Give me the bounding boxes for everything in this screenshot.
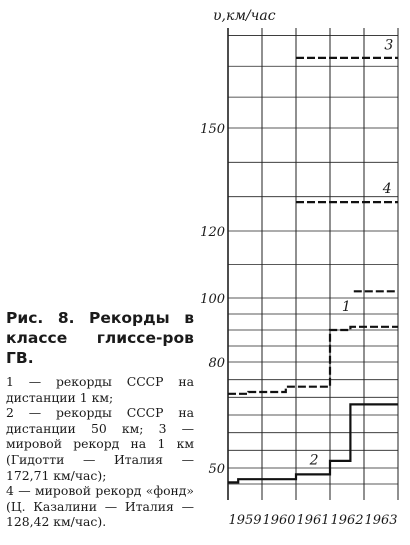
caption-body (6, 374, 194, 530)
series-1-line (228, 327, 398, 394)
y-tick-label: 100 (200, 292, 225, 307)
y-tick-label: 120 (200, 225, 225, 240)
figure-caption (6, 308, 194, 530)
caption-line-3: 4 — мировой рекорд «фонд» (Ц. Казалини — Италия — 128,42 км/час). (6, 483, 194, 530)
series-3-label: 3 (384, 37, 394, 54)
series-1-label: 1 (341, 298, 351, 315)
caption-title: Рис. 8. Рекорды в классе глиссе-ров ГВ. (6, 309, 194, 367)
series-4-label: 4 (382, 181, 392, 198)
x-tick-label: 1962 (330, 513, 364, 528)
chart-series (228, 58, 398, 483)
y-tick-label: 50 (208, 462, 225, 477)
x-tick-label: 1961 (296, 513, 330, 528)
y-axis-label: υ,км/час (213, 8, 276, 24)
x-tick-label: 1960 (262, 513, 296, 528)
chart-grid (228, 28, 398, 500)
series-2-line (228, 404, 398, 482)
y-tick-label: 150 (200, 122, 225, 137)
y-tick-label: 80 (208, 356, 225, 371)
series-2-label: 2 (309, 452, 319, 469)
x-tick-label: 1959 (228, 513, 262, 528)
caption-line-2: 2 — рекорды СССР на дистанции 50 км; 3 — мировой рекорд на 1 км (Гидотти — Италия — 172,71 км/час); (6, 405, 194, 483)
caption-line-1: 1 — рекорды СССР на дистанции 1 км; (6, 374, 194, 405)
x-tick-label: 1963 (364, 513, 398, 528)
